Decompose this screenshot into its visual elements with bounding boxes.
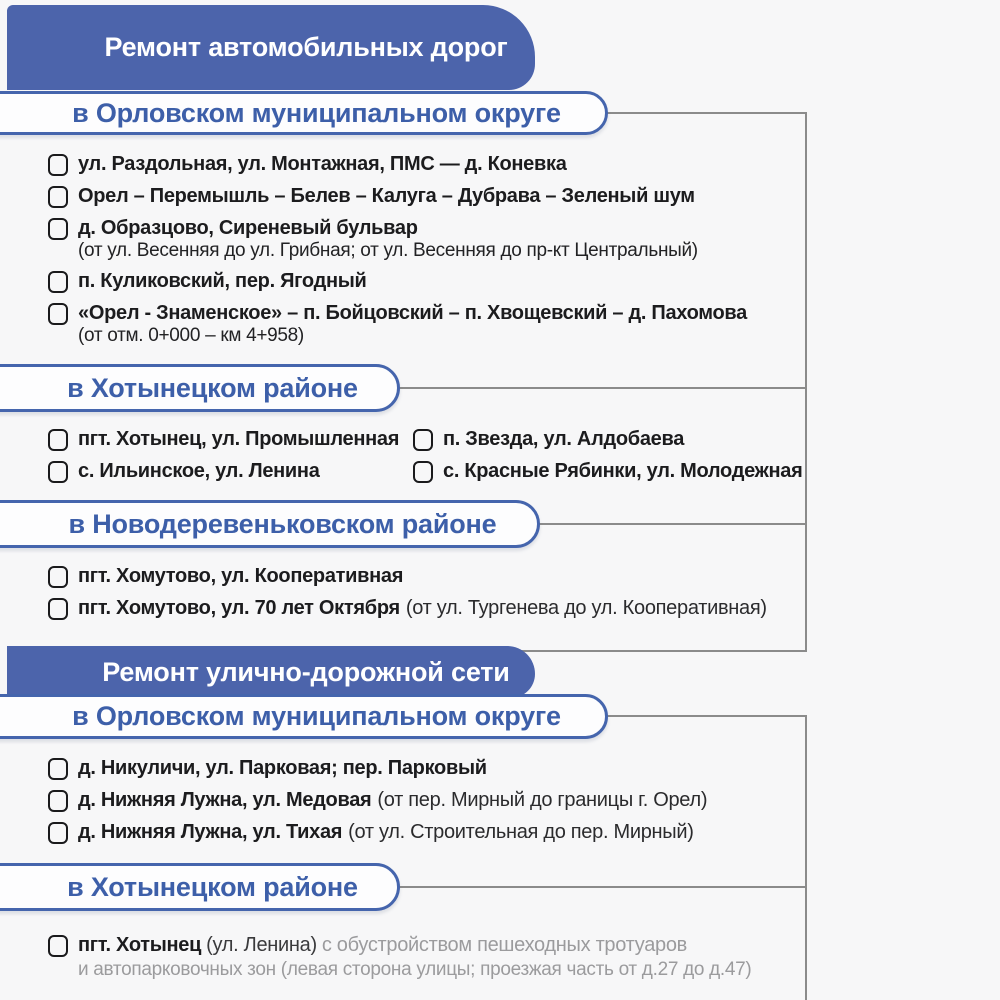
- item-text: с. Красные Рябинки, ул. Молодежная: [443, 460, 803, 482]
- item-text: Орел – Перемышль – Белев – Калуга – Дубрава – Зеленый шум: [78, 185, 695, 207]
- road-list-orlovsky-1: [48, 153, 808, 355]
- list-item: [413, 428, 818, 451]
- street-list-khotynetsky-2: [48, 934, 798, 990]
- item-text: д. Нижняя Лужна, ул. Медовая: [78, 789, 372, 811]
- item-text: пгт. Хотынец, ул. Промышленная: [78, 428, 400, 450]
- list-item: [413, 460, 818, 483]
- list-item: [48, 428, 413, 451]
- pill-khotynetsky-rayon-2: в Хотынецком районе: [0, 863, 400, 911]
- list-item: [48, 789, 808, 812]
- connector-line: [380, 886, 807, 888]
- checkbox[interactable]: [48, 822, 68, 844]
- checkbox[interactable]: [48, 429, 68, 451]
- item-text: пгт. Хомутово, ул. Кооперативная: [78, 565, 404, 587]
- list-item: [48, 460, 413, 483]
- item-text: пгт. Хомутово, ул. 70 лет Октября: [78, 597, 400, 619]
- list-item: [48, 597, 808, 620]
- pill-novoderevenkovsky-rayon: в Новодеревеньковском районе: [0, 500, 540, 548]
- checkbox[interactable]: [48, 758, 68, 780]
- pill-orlovsky-okrug-2: в Орловском муниципальном округе: [0, 694, 608, 739]
- street-list-orlovsky-2: [48, 757, 808, 853]
- pill-orlovsky-okrug-1: в Орловском муниципальном округе: [0, 91, 608, 135]
- checkbox[interactable]: [48, 598, 68, 620]
- item-street-note: (ул. Ленина): [206, 934, 317, 956]
- item-detail-line2: и автопарковочных зон (левая сторона улицы; проезжая часть от д.27 до д.47): [78, 959, 752, 980]
- list-item: [48, 217, 808, 261]
- item-text: «Орел - Знаменское» – п. Бойцовский – п. Хвощевский – д. Пахомова: [78, 302, 747, 324]
- item-text: д. Нижняя Лужна, ул. Тихая: [78, 821, 343, 843]
- list-item: [48, 821, 808, 844]
- item-subtext: (от ул. Весенняя до ул. Грибная; от ул. Весенняя до пр-кт Центральный): [78, 240, 698, 261]
- pill-khotynetsky-rayon-1: в Хотынецком районе: [0, 364, 400, 412]
- connector-line: [595, 715, 807, 717]
- connector-line: [510, 650, 807, 652]
- item-text: д. Никуличи, ул. Парковая; пер. Парковый: [78, 757, 487, 779]
- checkbox[interactable]: [48, 461, 68, 483]
- list-item: [48, 757, 808, 780]
- item-text: ул. Раздольная, ул. Монтажная, ПМС — д. Коневка: [78, 153, 567, 175]
- item-note: (от ул. Тургенева до ул. Кооперативная): [405, 597, 767, 619]
- checkbox[interactable]: [413, 461, 433, 483]
- item-note: (от пер. Мирный до границы г. Орел): [377, 789, 708, 811]
- list-item: [48, 185, 808, 208]
- checkbox[interactable]: [48, 566, 68, 588]
- checkbox[interactable]: [48, 271, 68, 293]
- item-text: п. Куликовский, пер. Ягодный: [78, 270, 367, 292]
- checkbox[interactable]: [48, 935, 68, 957]
- list-item: [48, 302, 808, 346]
- checkbox[interactable]: [48, 186, 68, 208]
- item-text: пгт. Хотынец: [78, 934, 202, 956]
- list-item: [48, 153, 808, 176]
- checkbox[interactable]: [48, 154, 68, 176]
- road-list-novoderevenkovsky: [48, 565, 808, 629]
- checkbox[interactable]: [48, 303, 68, 325]
- item-subtext: (от отм. 0+000 – км 4+958): [78, 325, 304, 346]
- checkbox[interactable]: [48, 790, 68, 812]
- title-street-network-repair: Ремонт улично-дорожной сети: [7, 646, 535, 698]
- connector-line: [520, 523, 807, 525]
- checkbox[interactable]: [48, 218, 68, 240]
- connector-line: [380, 387, 807, 389]
- list-item: [48, 565, 808, 588]
- connector-line: [595, 112, 807, 114]
- item-note: (от ул. Строительная до пер. Мирный): [348, 821, 694, 843]
- title-road-repair: Ремонт автомобильных дорог: [7, 5, 535, 90]
- road-list-khotynetsky-1: [48, 428, 818, 483]
- item-text: п. Звезда, ул. Алдобаева: [443, 428, 685, 450]
- item-text: д. Образцово, Сиреневый бульвар: [78, 217, 418, 239]
- list-item: [48, 934, 798, 981]
- checkbox[interactable]: [413, 429, 433, 451]
- list-item: [48, 270, 808, 293]
- item-detail: с обустройством пешеходных тротуаров: [321, 934, 687, 956]
- item-text: с. Ильинское, ул. Ленина: [78, 460, 320, 482]
